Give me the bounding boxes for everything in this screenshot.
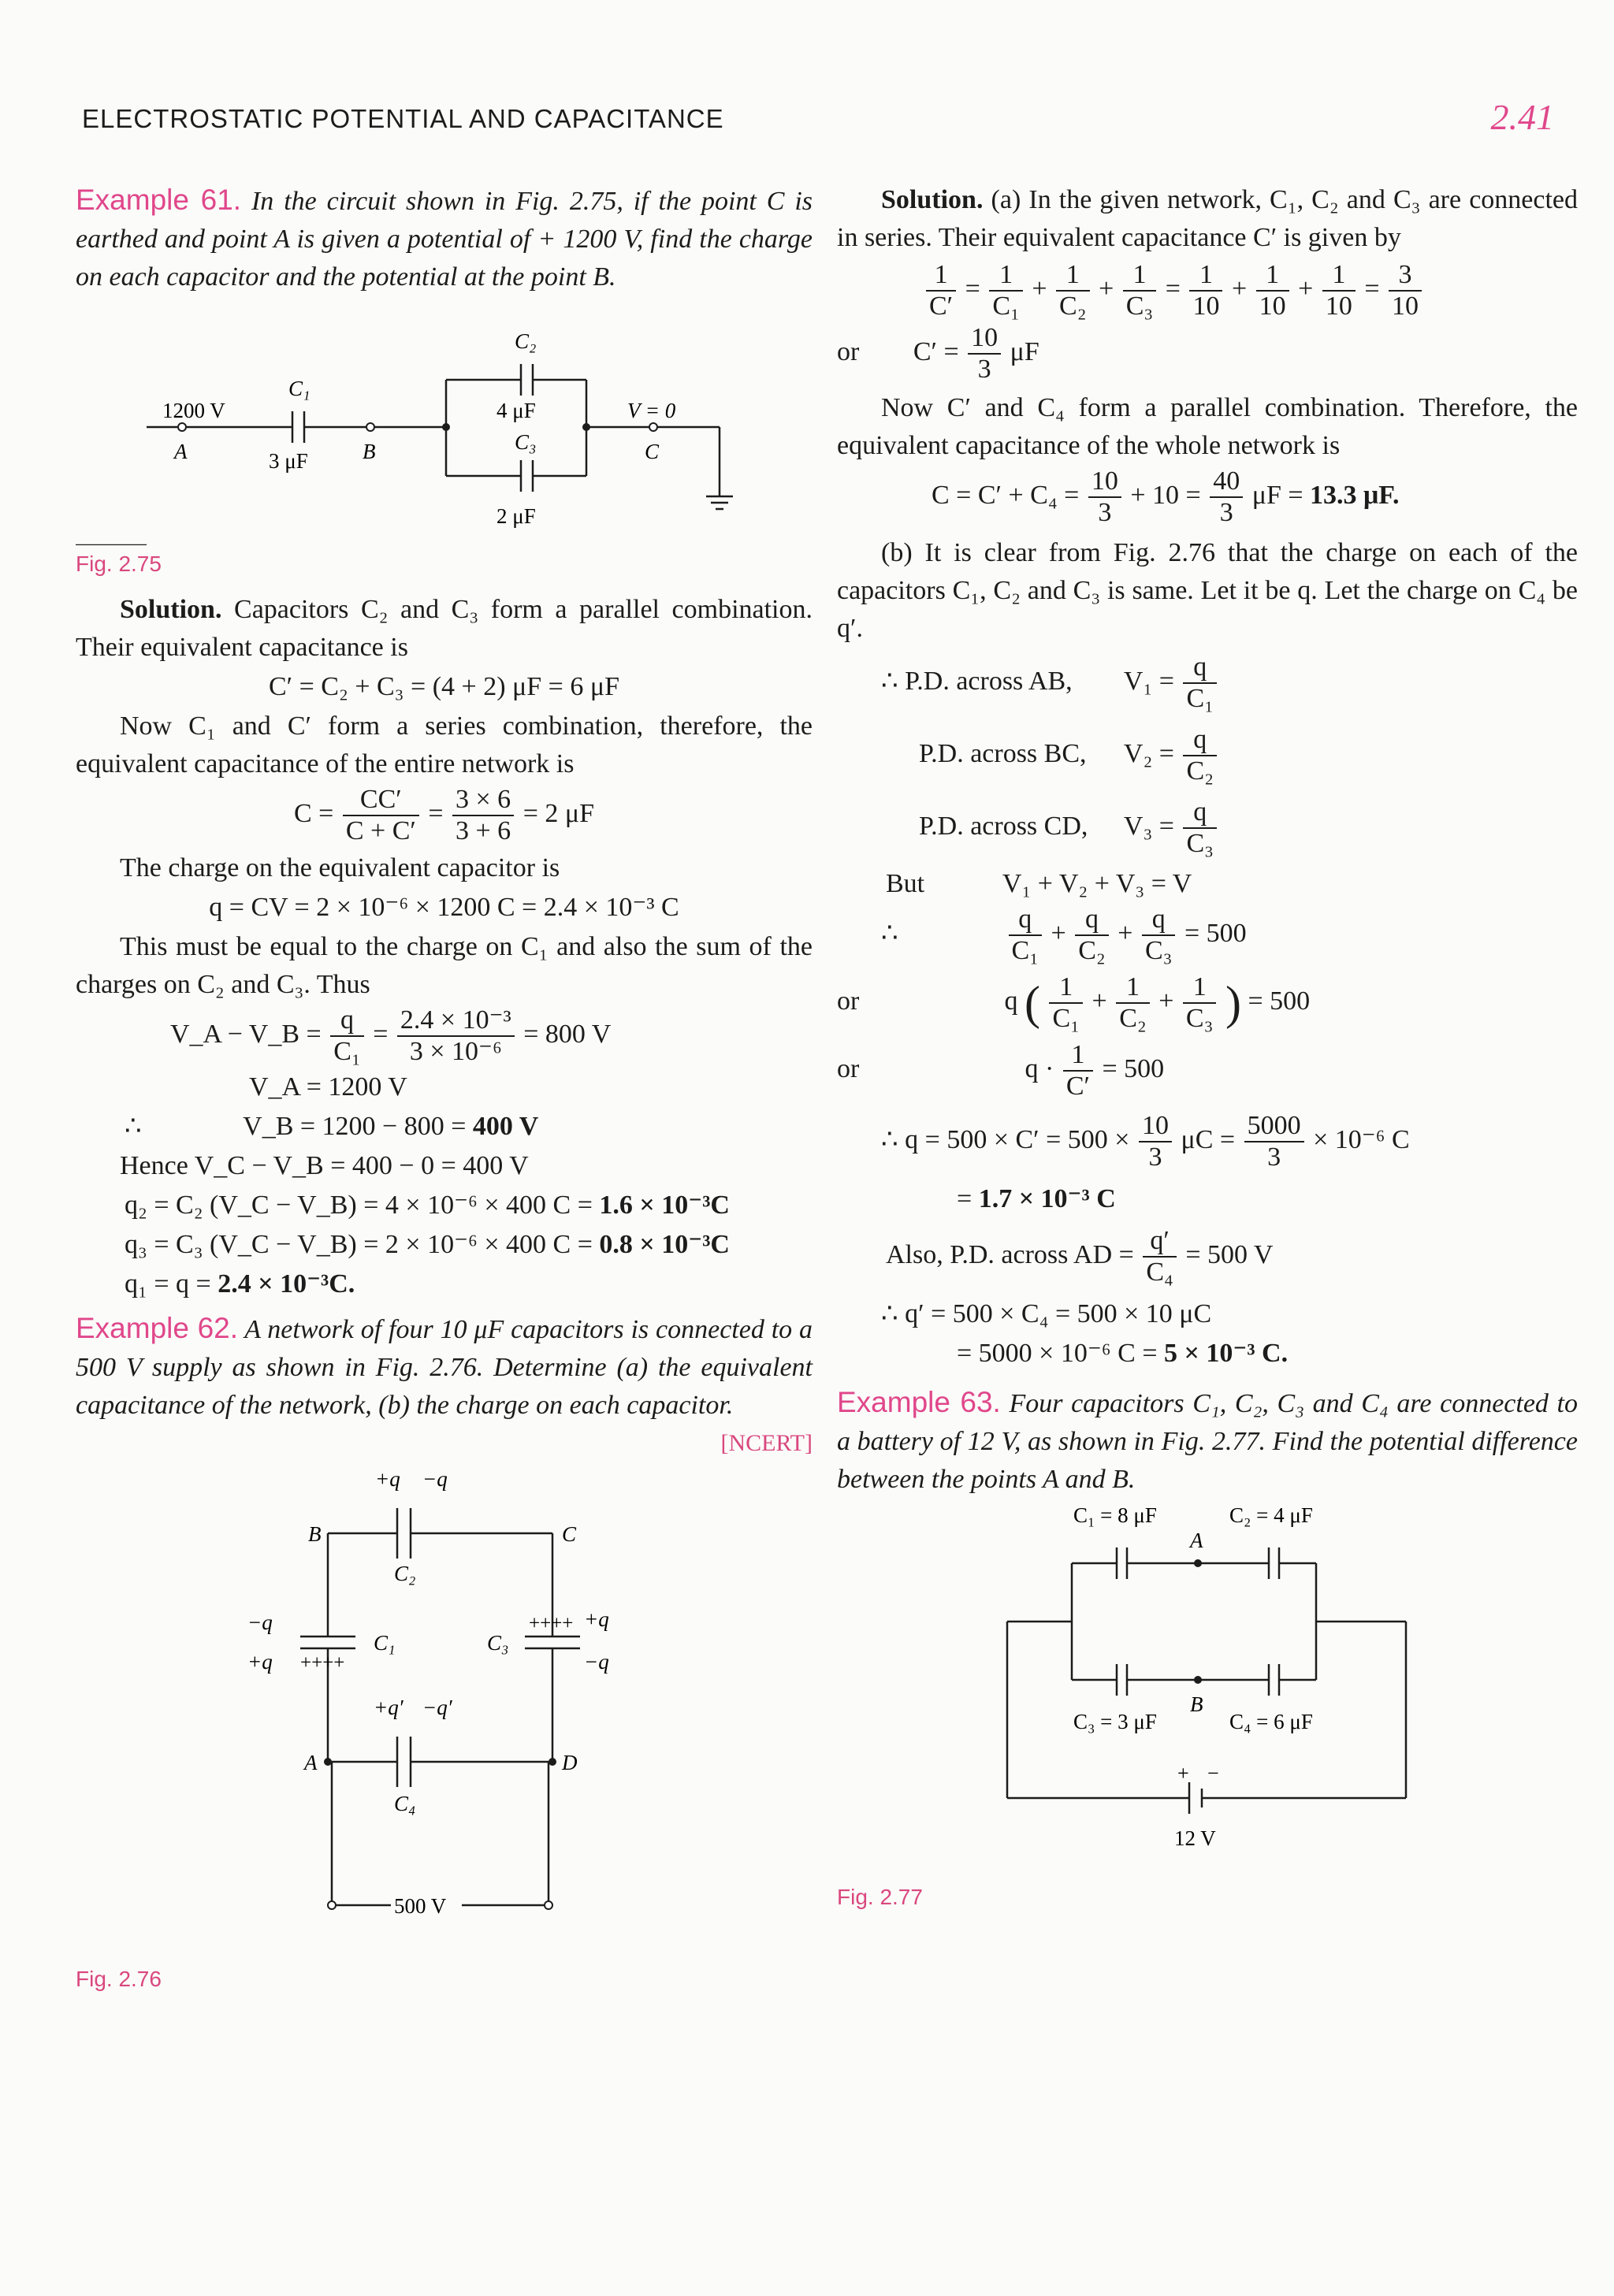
example-63-question: Example 63. Four capacitors C₁, C₂, C₃ and C₄ are connected to a battery of 12 V, as shown in Fig. 2.77. Find the potential difference between the points A and B. [837, 1386, 1579, 1494]
node-label-a: A [174, 440, 188, 463]
plus-signs-c1: ++++ [300, 1652, 345, 1674]
charge-label-c2-minus: −q [422, 1467, 448, 1491]
ex62-factored: or q ( $\frac{1}{\text{C₁}}$ + $\frac{1}{\text{C₂}}$ + $\frac{1}{\text{C₃}}$ ) = 500 [837, 972, 1311, 1033]
node-label-c: C [645, 440, 660, 463]
node-label-b: B [363, 440, 376, 463]
ex62-pd-ad: Also, P.D. across AD = $\frac{q'}{\text{C₄}}$ = 500 V [886, 1226, 1274, 1287]
figure-caption-2-76: Fig. 2.76 [76, 1967, 162, 1991]
charge-label-c1-plus: +q [247, 1650, 273, 1674]
charge-label-c4-minus: −q′ [422, 1696, 452, 1719]
cap-label-c3: C₃ [515, 430, 537, 454]
ex61-equation-5: V_A = 1200 V [249, 1072, 407, 1102]
ex61-solution-p1: Solution. Capacitors C₂ and C₃ form a parallel combination. Their equivalent capacitance is [76, 595, 813, 662]
chapter-title: ELECTROSTATIC POTENTIAL AND CAPACITANCE [82, 104, 724, 133]
ex61-equation-2: C = $\frac{CC'}{C + C'}$ = $\frac{3 \times 6}{3 + 6}$ = 2 μF [293, 785, 594, 845]
ex61-equation-1: C′ = C₂ + C₃ = (4 + 2) μF = 6 μF [269, 672, 619, 701]
circuit-diagram-2-75 [76, 301, 813, 545]
node-label-a: A [304, 1751, 318, 1774]
page-number: 2.41 [1490, 97, 1554, 137]
ex62-charge-q-result: = 1.7 × 10⁻³ C [957, 1184, 1116, 1213]
ex61-equation-4: V_A − V_B = $\frac{q}{\text{C₁}}$ = $\frac{\text{2.4 × 10⁻³}}{\text{3 × 10⁻⁶}}$ = 800 V [170, 1005, 612, 1066]
node-label-a: A [1190, 1529, 1203, 1552]
figure-caption-2-75: Fig. 2.75 [76, 552, 162, 576]
left-column [76, 181, 813, 1992]
voltage-label-a: 1200 V [162, 399, 225, 422]
cap-label-c2: C₂ [515, 329, 537, 353]
example-62-question: Example 62. A network of four 10 μF capacitors is connected to a 500 V supply as shown in Fig. 2.76. Determine (a) the equivalent capacitance of the network, (b) the charge on each capacitor. [NCERT] [76, 1310, 813, 1425]
figure-caption-2-77: Fig. 2.77 [837, 1885, 923, 1909]
cap-label-c4: C₄ = 6 μF [1229, 1710, 1313, 1733]
ex61-solution-p3: The charge on the equivalent capacitor is [120, 853, 560, 882]
ex61-equation-7: Hence V_C − V_B = 400 − 0 = 400 V [120, 1151, 529, 1180]
voltage-label-c: V = 0 [627, 399, 676, 422]
cap-label-c4: C₄ [394, 1792, 416, 1815]
example-61-question: Example 61. In the circuit shown in Fig. 2.75, if the point C is earthed and point A is given a potential of + 1200 V, find the charge on each capacitor and the potential at the point B. [76, 184, 813, 292]
battery-minus-sign: − [1207, 1762, 1219, 1785]
node-label-b: B [308, 1522, 322, 1546]
cap-value-c3: 2 μF [496, 504, 536, 528]
battery-plus-sign: + [1177, 1762, 1189, 1785]
cap-label-c1: C₁ [374, 1631, 396, 1655]
ex62-but: But V₁ + V₂ + V₃ = V [886, 869, 1192, 898]
ex62-charge-q: ∴ q = 500 × C′ = 500 × $\frac{10}{3}$ μC = $\frac{5000}{3}$ × 10⁻⁶ C [881, 1111, 1410, 1172]
node-label-d: D [562, 1751, 578, 1774]
charge-label-c2-plus: +q [375, 1467, 400, 1491]
ex61-solution-p2: Now C₁ and C′ form a series combination, therefore, the equivalent capacitance of the entire network is [76, 711, 813, 778]
ex61-equation-3: q = CV = 2 × 10⁻⁶ × 1200 C = 2.4 × 10⁻³ C [209, 893, 679, 922]
example-61-label: Example 61. [76, 184, 242, 216]
cap-value-c1: 3 μF [269, 449, 308, 473]
ex62-sum-fractions: ∴ $\frac{q}{\text{C₁}}$ + $\frac{q}{\text{C₂}}$ + $\frac{q}{\text{C₃}}$ = 500 [881, 905, 1247, 965]
node-label-b: B [1190, 1692, 1203, 1716]
battery-label: 12 V [1174, 1826, 1216, 1850]
ex62-pd-ab: ∴ P.D. across AB, V₁ = $\frac{q}{\text{C₁}}$ [837, 652, 1578, 714]
plus-signs-c3: ++++ [529, 1613, 574, 1634]
circuit-diagram-2-76 [76, 1462, 813, 1935]
cap-label-c2: C₂ = 4 μF [1229, 1503, 1313, 1527]
node-label-c: C [562, 1522, 577, 1546]
ex62-solution-p1: Solution. (a) In the given network, C₁, C₂ and C₃ are connected in series. Their equivalent capacitance C′ is given by [837, 185, 1578, 252]
charge-label-c4-plus: +q′ [374, 1696, 404, 1719]
right-column [837, 181, 1578, 1910]
cap-label-c3: C₃ = 3 μF [1073, 1710, 1157, 1733]
ex61-equation-10: q₁ = q = 2.4 × 10⁻³C. [125, 1269, 355, 1298]
supply-label: 500 V [394, 1894, 447, 1918]
ex62-solution-p3: (b) It is clear from Fig. 2.76 that the charge on each of the capacitors C₁, C₂ and C₃ is same. Let it be q. Let the charge on C₄ be q′. [837, 538, 1578, 643]
charge-label-c3-plus: +q [584, 1607, 609, 1631]
ex62-pd-bc: P.D. across BC, V₂ = $\frac{q}{\text{C₂}}$ [837, 725, 1578, 786]
ex62-equation-total: C = C′ + C₄ = $\frac{10}{3}$ + 10 = $\frac{40}{3}$ μF = 13.3 μF. [932, 466, 1400, 527]
cap-label-c1: C₁ = 8 μF [1073, 1503, 1157, 1527]
ex62-pd-cd: P.D. across CD, V₃ = $\frac{q}{\text{C₃}}$ [837, 797, 1578, 859]
ex61-equation-6: ∴ V_B = 1200 − 800 = 400 V [125, 1112, 539, 1141]
example-62-label: Example 62. [76, 1312, 239, 1344]
ex62-solution-p2: Now C′ and C₄ form a parallel combination. Therefore, the equivalent capacitance of the whole network is [837, 393, 1578, 460]
cap-label-c2: C₂ [394, 1562, 416, 1585]
ex62-charge-qprime: ∴ q′ = 500 × C₄ = 500 × 10 μC [881, 1299, 1212, 1328]
cap-value-c2: 4 μF [496, 399, 536, 422]
ex62-charge-qprime-result: = 5000 × 10⁻⁶ C = 5 × 10⁻³ C. [957, 1339, 1289, 1368]
cap-label-c1: C₁ [288, 377, 311, 400]
charge-label-c1-minus: −q [247, 1611, 273, 1634]
circuit-diagram-2-77 [837, 1500, 1578, 1871]
ex62-reciprocal: or q · $\frac{1}{C'}$ = 500 [837, 1040, 1165, 1101]
ex61-solution-p4: This must be equal to the charge on C₁ and also the sum of the charges on C₂ and C₃. Thus [76, 932, 813, 999]
cap-label-c3: C₃ [487, 1631, 509, 1655]
ex61-equation-9: q₃ = C₃ (V_C − V_B) = 2 × 10⁻⁶ × 400 C = 0.8 × 10⁻³C [125, 1230, 730, 1259]
ncert-tag: [NCERT] [720, 1430, 813, 1456]
ex61-equation-8: q₂ = C₂ (V_C − V_B) = 4 × 10⁻⁶ × 400 C = 1.6 × 10⁻³C [125, 1191, 730, 1220]
ex62-equation-cprime: or C′ = $\frac{10}{3}$ μF [837, 323, 1039, 384]
charge-label-c3-minus: −q [584, 1650, 609, 1674]
example-63-label: Example 63. [837, 1386, 1001, 1418]
ex62-equation-series: $\frac{1}{C'}$ = $\frac{1}{\text{C₁}}$ + $\frac{1}{\text{C₂}}$ + $\frac{1}{\text{C₃}}$ = $\frac{1}{10}$ + $\frac{1}{10}$ + $\frac{1}{10}$ = $\frac{3}{10}$ [837, 260, 1578, 321]
